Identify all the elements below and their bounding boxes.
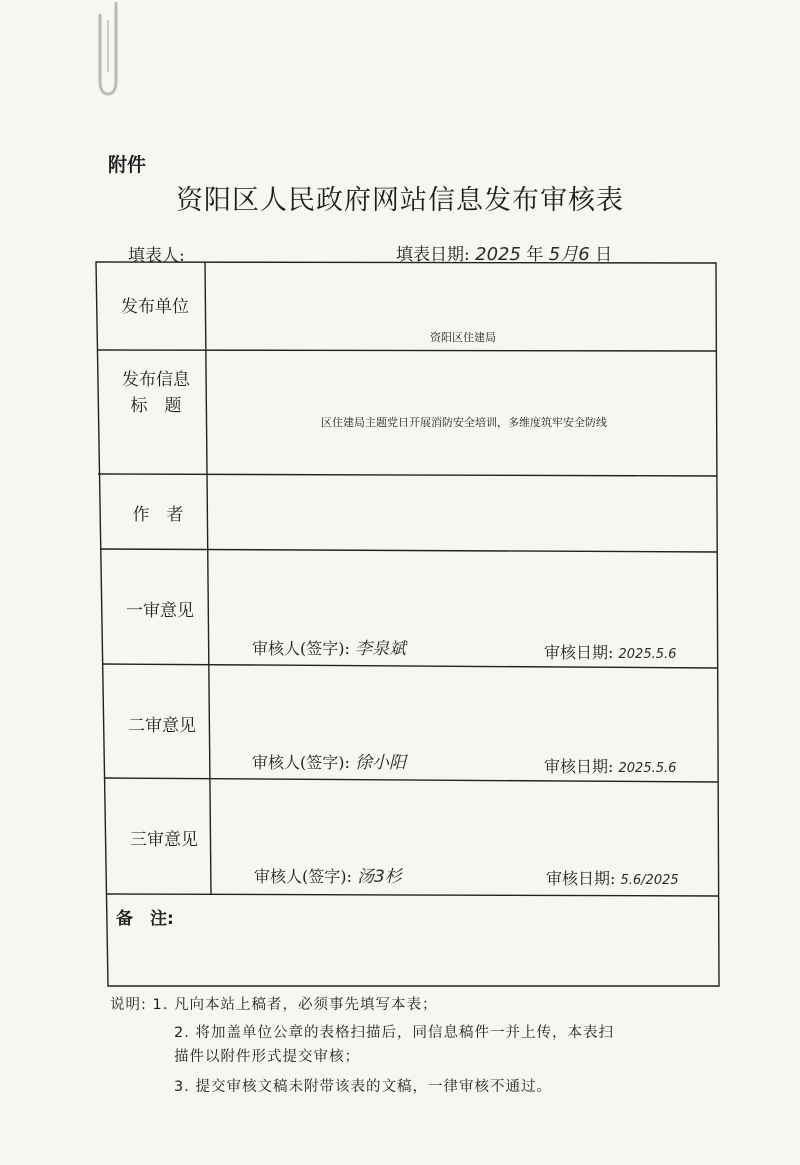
review1-signature: 李泉斌 <box>354 639 406 659</box>
review1-date-label: 审核日期: <box>544 643 614 662</box>
review2-date-value: 2025.5.6 <box>618 761 677 776</box>
attachment-label: 附件 <box>108 154 147 176</box>
note-item-3: 3. 提交审核文稿未附带该表的文稿，一律审核不通过。 <box>174 1079 552 1095</box>
note-text: 1. 凡向本站上稿者，必须事先填写本表； <box>152 997 438 1013</box>
review3-label: 三审意见 <box>130 830 198 850</box>
review3-reviewer <box>254 862 402 887</box>
note-item-2: 2. 将加盖单位公章的表格扫描后，同信息稿件一并上传，本表扫 <box>174 1025 614 1041</box>
author-label: 作 者 <box>132 505 184 525</box>
info-title-label-line1: 发布信息 <box>122 370 190 390</box>
info-title-value: 区住建局主题党日开展消防安全培训，多维度筑牢安全防线 <box>321 416 607 429</box>
fill-date <box>396 240 612 266</box>
notes-section <box>110 994 614 1098</box>
review2-reviewer-label: 审核人(签字): <box>252 753 350 772</box>
review3-date-label: 审核日期: <box>546 869 616 888</box>
review1-date-value: 2025.5.6 <box>618 647 677 662</box>
fill-date-label: 填表日期: <box>396 245 470 265</box>
notes-label: 说明: <box>110 997 147 1013</box>
year-char: 年 <box>526 245 544 265</box>
fill-date-year: 2025 <box>475 244 521 265</box>
review1-reviewer-label: 审核人(签字): <box>252 639 350 658</box>
filler-label: 填表人: <box>128 246 185 266</box>
review2-date-label: 审核日期: <box>544 757 614 776</box>
remarks-label: 备 注: <box>116 909 174 929</box>
note-item-1 <box>110 994 614 1016</box>
review2-signature: 徐小阳 <box>354 753 406 773</box>
paper-clip-icon <box>96 0 128 98</box>
review3-reviewer-label: 审核人(签字): <box>254 867 352 886</box>
review3-signature: 汤3杉 <box>356 867 402 887</box>
note-item-2-cont: 描件以附件形式提交审核； <box>174 1049 360 1065</box>
review2-label: 二审意见 <box>128 716 196 736</box>
publisher-value: 资阳区住建局 <box>430 331 496 344</box>
fill-date-month-day: 5月6 <box>548 244 590 265</box>
day-char: 日 <box>595 245 613 265</box>
info-title-label <box>110 367 202 419</box>
info-title-label-line2: 标 题 <box>130 396 182 416</box>
review1-reviewer <box>252 634 406 659</box>
review2-reviewer <box>252 748 406 773</box>
review2-date <box>544 754 676 777</box>
review3-date <box>546 866 679 889</box>
review1-label: 一审意见 <box>126 601 194 621</box>
review3-date-value: 5.6/2025 <box>620 873 679 888</box>
form-title: 资阳区人民政府网站信息发布审核表 <box>176 185 624 216</box>
review1-date <box>544 640 676 663</box>
publisher-label: 发布单位 <box>121 297 189 317</box>
